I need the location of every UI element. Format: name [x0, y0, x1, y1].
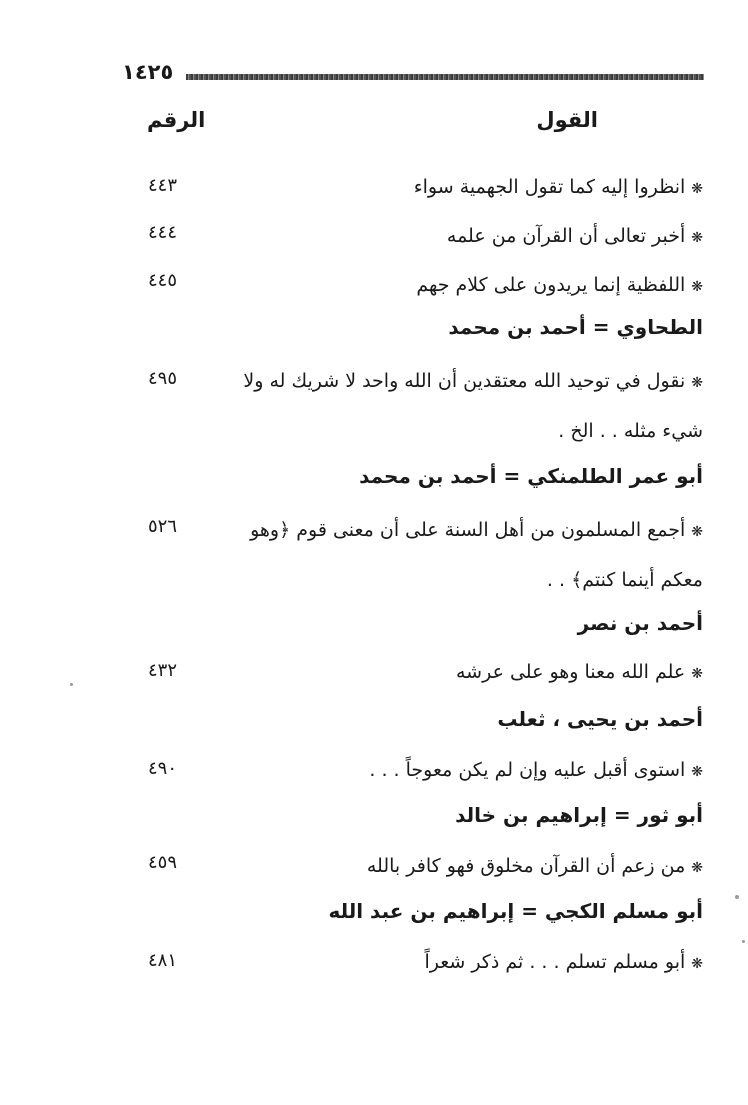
quote-text: أخبر تعالى أن القرآن من علمه [446, 225, 686, 247]
reference-number: ٤٨١ [148, 950, 178, 971]
reference-number: ٤٩٠ [148, 758, 178, 779]
quote-row [143, 355, 703, 409]
quote-text: استوى أقبل عليه وإن لم يكن معوجاً . . . [369, 759, 686, 781]
header-rule [186, 74, 704, 80]
bullet-star-icon: ❋ [691, 764, 703, 780]
bullet-star-icon: ❋ [691, 860, 703, 876]
bullet-star-icon: ❋ [691, 230, 703, 246]
reference-number: ٥٢٦ [148, 516, 178, 537]
quote-row [143, 210, 703, 264]
bullet-star-icon: ❋ [691, 666, 703, 682]
quote-row [143, 840, 703, 894]
scan-speck [70, 683, 73, 686]
quote-text: نقول في توحيد الله معتقدين أن الله واحد لا شريك له ولا [243, 370, 686, 392]
bullet-star-icon: ❋ [691, 375, 703, 391]
quote-text: انظروا إليه كما تقول الجهمية سواء [413, 176, 686, 198]
scan-speck [735, 895, 739, 899]
page-number: ١٤٢٥ [122, 60, 174, 84]
quote-text: أجمع المسلمون من أهل السنة على أن معنى قوم ﴿وهو [250, 519, 686, 541]
bullet-star-icon: ❋ [691, 279, 703, 295]
quote-text: اللفظية إنما يريدون على كلام جهم [416, 274, 686, 296]
author-heading: أحمد بن يحيى ، ثعلب [497, 707, 703, 731]
bullet-star-icon: ❋ [691, 181, 703, 197]
quote-row [143, 504, 703, 558]
quote-text: أبو مسلم تسلم . . . ثم ذكر شعراً [424, 951, 686, 973]
column-header-number: الرقم [147, 108, 206, 132]
bullet-star-icon: ❋ [691, 956, 703, 972]
bullet-star-icon: ❋ [691, 524, 703, 540]
quote-row [143, 161, 703, 215]
quote-continuation: شيء مثله . . الخ . [558, 420, 703, 442]
quote-row [143, 646, 703, 700]
reference-number: ٤٣٢ [148, 660, 178, 681]
reference-number: ٤٤٤ [148, 222, 178, 243]
quote-text: من زعم أن القرآن مخلوق فهو كافر بالله [366, 855, 686, 877]
author-heading: الطحاوي = أحمد بن محمد [448, 315, 703, 339]
quote-row [143, 259, 703, 313]
reference-number: ٤٤٥ [148, 270, 178, 291]
author-heading: أبو ثور = إبراهيم بن خالد [455, 803, 703, 827]
column-header-quote: القول [536, 108, 598, 132]
quote-continuation: معكم أينما كنتم﴾ . . [546, 569, 703, 591]
reference-number: ٤٤٣ [148, 175, 178, 196]
quote-text: علم الله معنا وهو على عرشه [455, 661, 686, 683]
quote-row [143, 744, 703, 798]
author-heading: أحمد بن نصر [577, 611, 703, 635]
scan-speck [742, 940, 745, 943]
reference-number: ٤٥٩ [148, 852, 178, 873]
author-heading: أبو عمر الطلمنكي = أحمد بن محمد [359, 464, 703, 488]
quote-row [143, 936, 703, 990]
author-heading: أبو مسلم الكجي = إبراهيم بن عبد الله [328, 899, 703, 923]
reference-number: ٤٩٥ [148, 368, 178, 389]
